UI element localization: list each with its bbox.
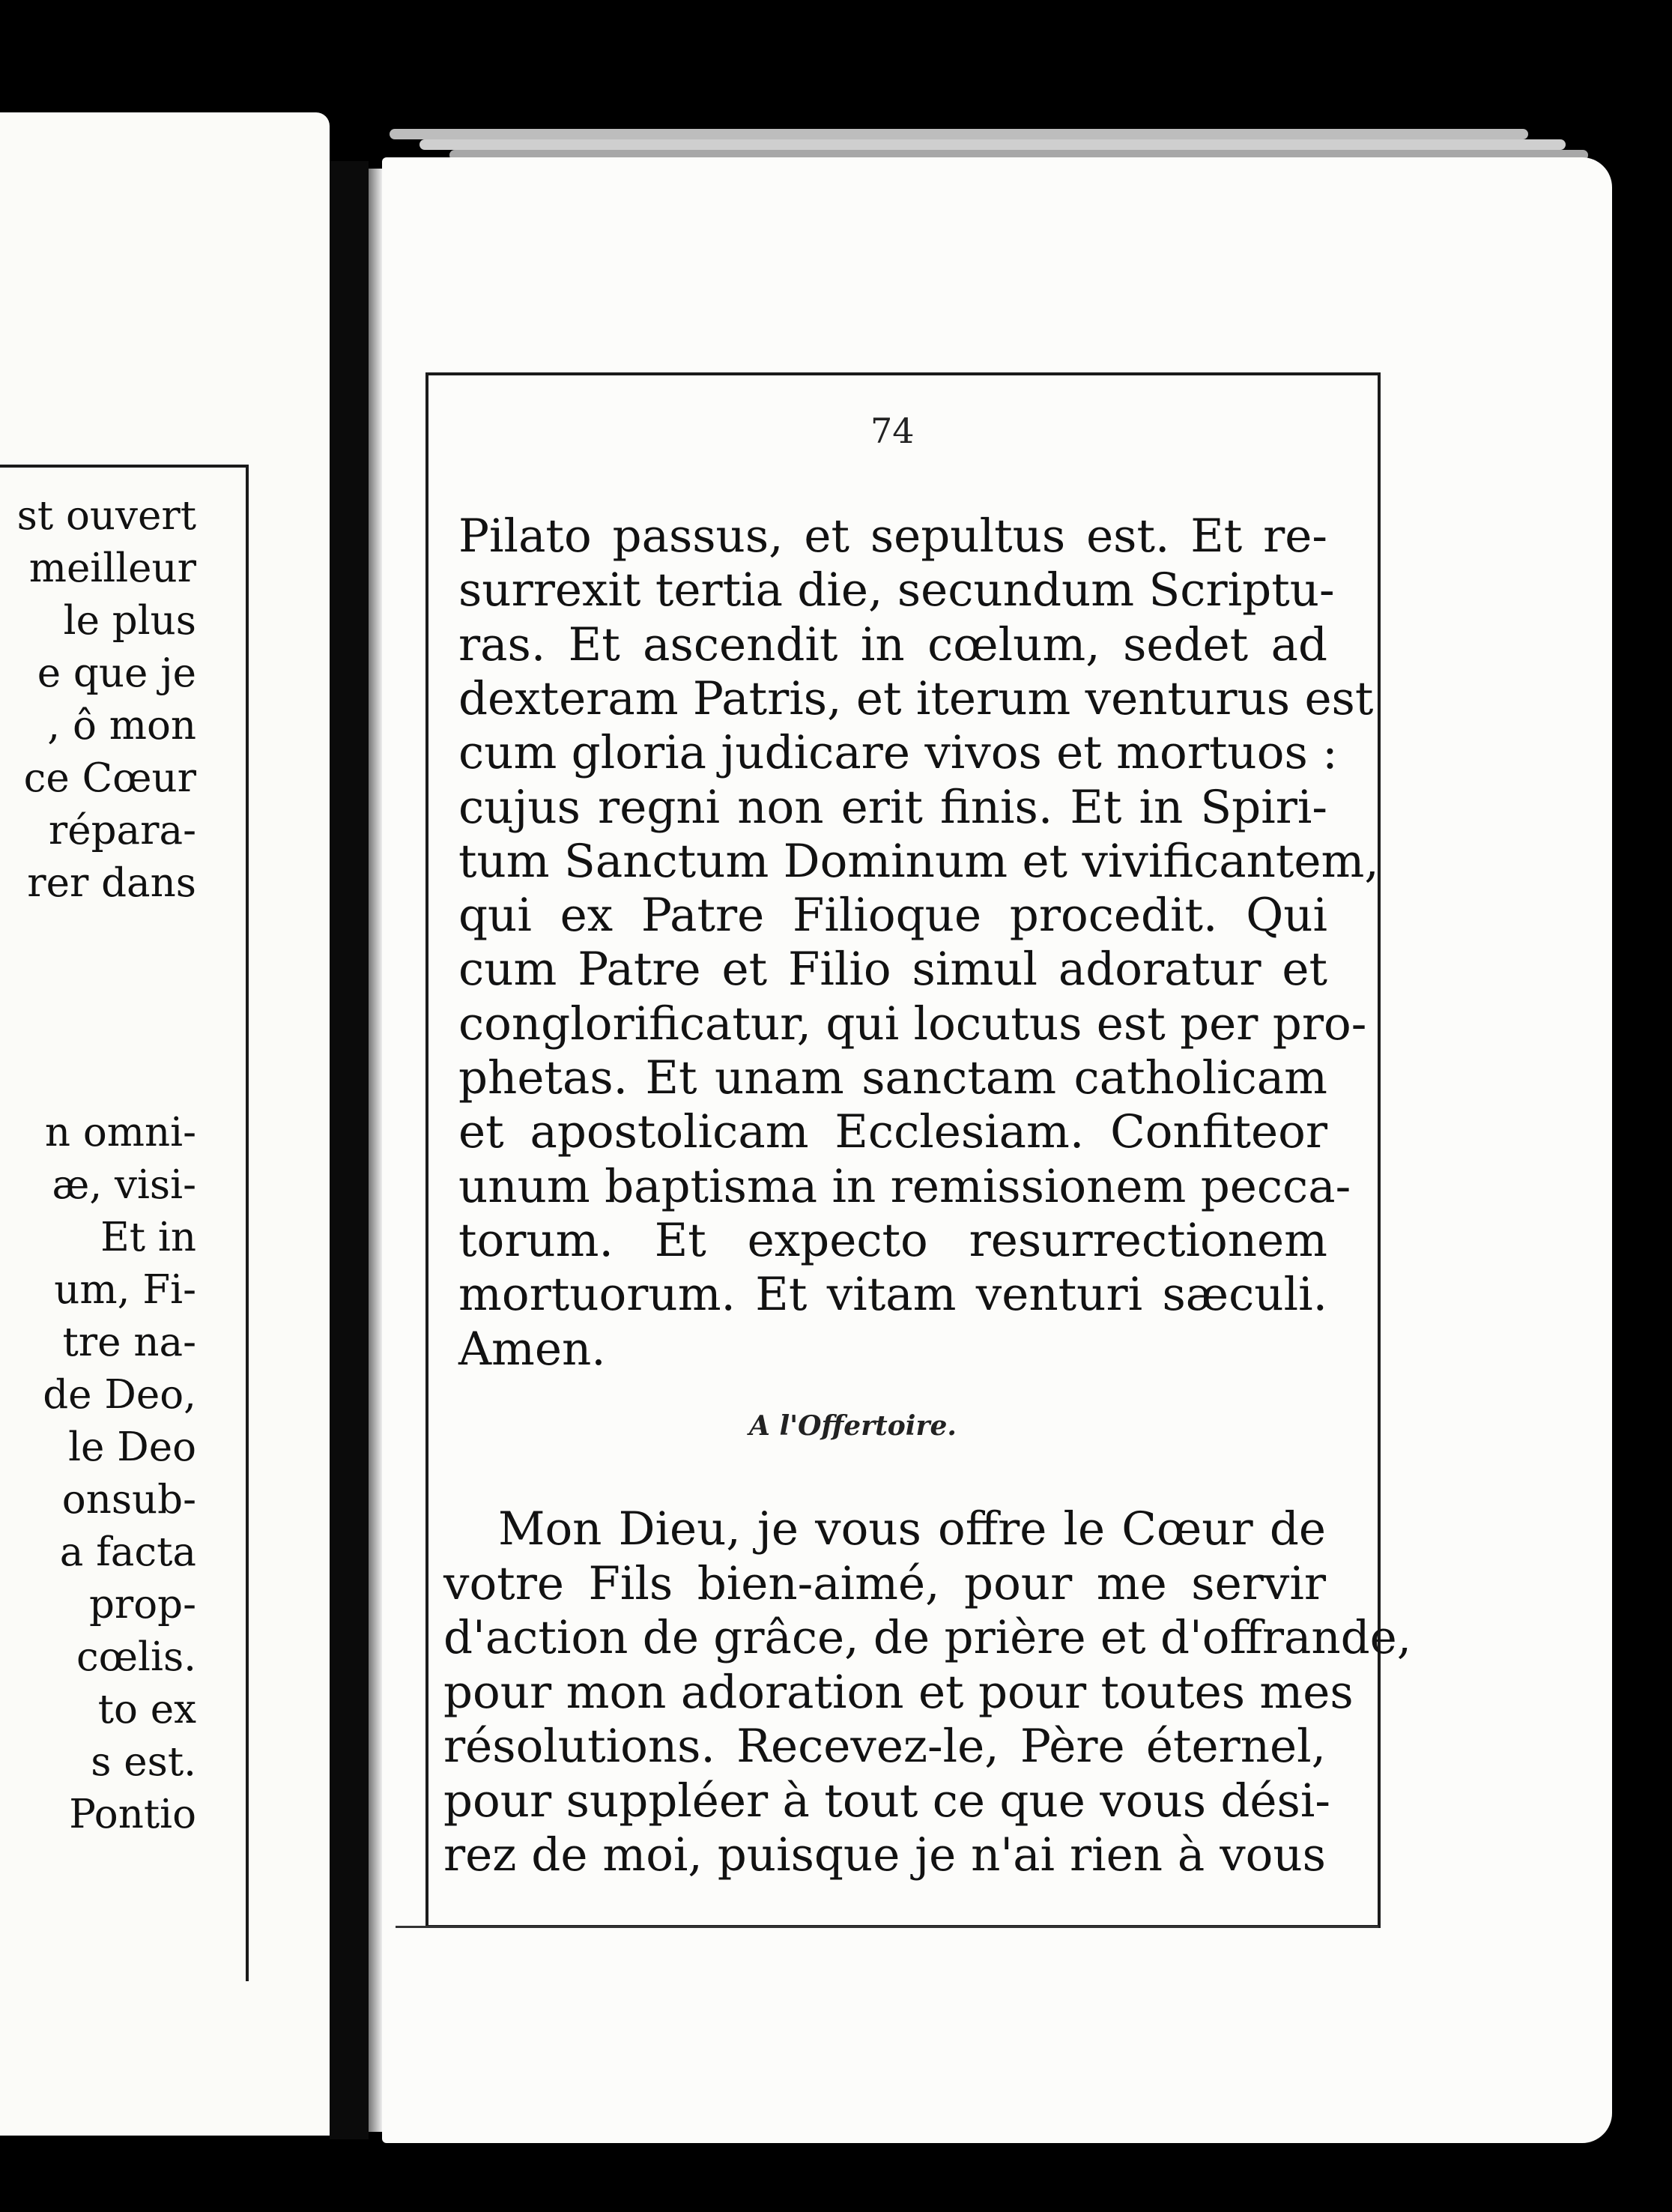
creed-line: tum Sanctum Dominum et vivificantem,: [458, 835, 1379, 888]
offertory-line: rez de moi, puisque je n'ai rien à vous: [443, 1828, 1326, 1882]
left-page-line: le plus: [63, 598, 196, 644]
creed-line: unum baptisma in remissionem pecca-: [458, 1160, 1351, 1213]
left-page-line: meilleur: [28, 546, 196, 591]
creed-line: Amen.: [458, 1323, 606, 1376]
left-page-line: n omni-: [44, 1110, 196, 1155]
offertory-line: d'action de grâce, de prière et d'offrande,: [443, 1611, 1412, 1664]
left-page-line: Et in: [100, 1215, 196, 1260]
left-page-line: répara-: [48, 808, 196, 853]
creed-line: dexteram Patris, et iterum venturus est: [458, 672, 1374, 725]
left-page-line: le Deo: [68, 1424, 196, 1470]
left-page-line: to ex: [97, 1687, 196, 1732]
creed-line: cum Patre et Filio simul adoratur et: [458, 943, 1327, 996]
creed-line: cujus regni non erit finis. Et in Spiri-: [458, 781, 1327, 834]
gutter-shadow: [369, 169, 382, 2132]
section-heading: A l'Offertoire.: [749, 1410, 957, 1442]
page-number: 74: [870, 411, 915, 451]
left-page-line: um, Fi-: [54, 1267, 196, 1313]
left-page-line: s est.: [91, 1739, 196, 1785]
creed-line: cum gloria judicare vivos et mortuos :: [458, 726, 1338, 779]
left-page-line: , ô mon: [47, 703, 196, 749]
offertory-line: pour mon adoration et pour toutes mes: [443, 1666, 1354, 1719]
page-edge: [390, 129, 1528, 139]
frame-bottom-rule: [396, 1926, 1378, 1928]
creed-line: qui ex Patre Filioque procedit. Qui: [458, 889, 1327, 942]
left-page-line: tre na-: [62, 1320, 196, 1365]
left-page-line: Pontio: [69, 1792, 196, 1837]
offertory-line: résolutions. Recevez-le, Père éternel,: [443, 1720, 1326, 1773]
left-page-line: cœlis.: [76, 1634, 196, 1680]
offertory-line: pour suppléer à tout ce que vous dési-: [443, 1774, 1330, 1828]
book-gutter: [330, 161, 369, 2139]
left-page-line: a facta: [59, 1529, 196, 1575]
creed-line: mortuorum. Et vitam venturi sæculi.: [458, 1268, 1327, 1321]
left-page-line: æ, visi-: [52, 1162, 196, 1208]
creed-line: ras. Et ascendit in cœlum, sedet ad: [458, 618, 1327, 671]
creed-line: torum. Et expecto resurrectionem: [458, 1214, 1327, 1267]
left-page-line: st ouvert: [16, 493, 196, 539]
offertory-line: Mon Dieu, je vous offre le Cœur de: [498, 1502, 1326, 1556]
offertory-line: votre Fils bien-aimé, pour me servir: [443, 1557, 1326, 1610]
page-edge: [419, 139, 1566, 150]
creed-line: phetas. Et unam sanctam catholicam: [458, 1051, 1327, 1105]
left-page-line: de Deo,: [43, 1372, 196, 1418]
creed-line: Pilato passus, et sepultus est. Et re-: [458, 510, 1327, 563]
left-page-line: rer dans: [27, 860, 196, 906]
left-page-line: prop-: [88, 1582, 196, 1628]
creed-line: et apostolicam Ecclesiam. Confiteor: [458, 1105, 1327, 1158]
left-page-line: ce Cœur: [23, 755, 196, 801]
creed-line: surrexit tertia die, secundum Scriptu-: [458, 563, 1335, 617]
creed-line: conglorificatur, qui locutus est per pro-: [458, 997, 1367, 1051]
left-page-line: onsub-: [61, 1477, 196, 1523]
left-page-line: e que je: [37, 650, 196, 696]
